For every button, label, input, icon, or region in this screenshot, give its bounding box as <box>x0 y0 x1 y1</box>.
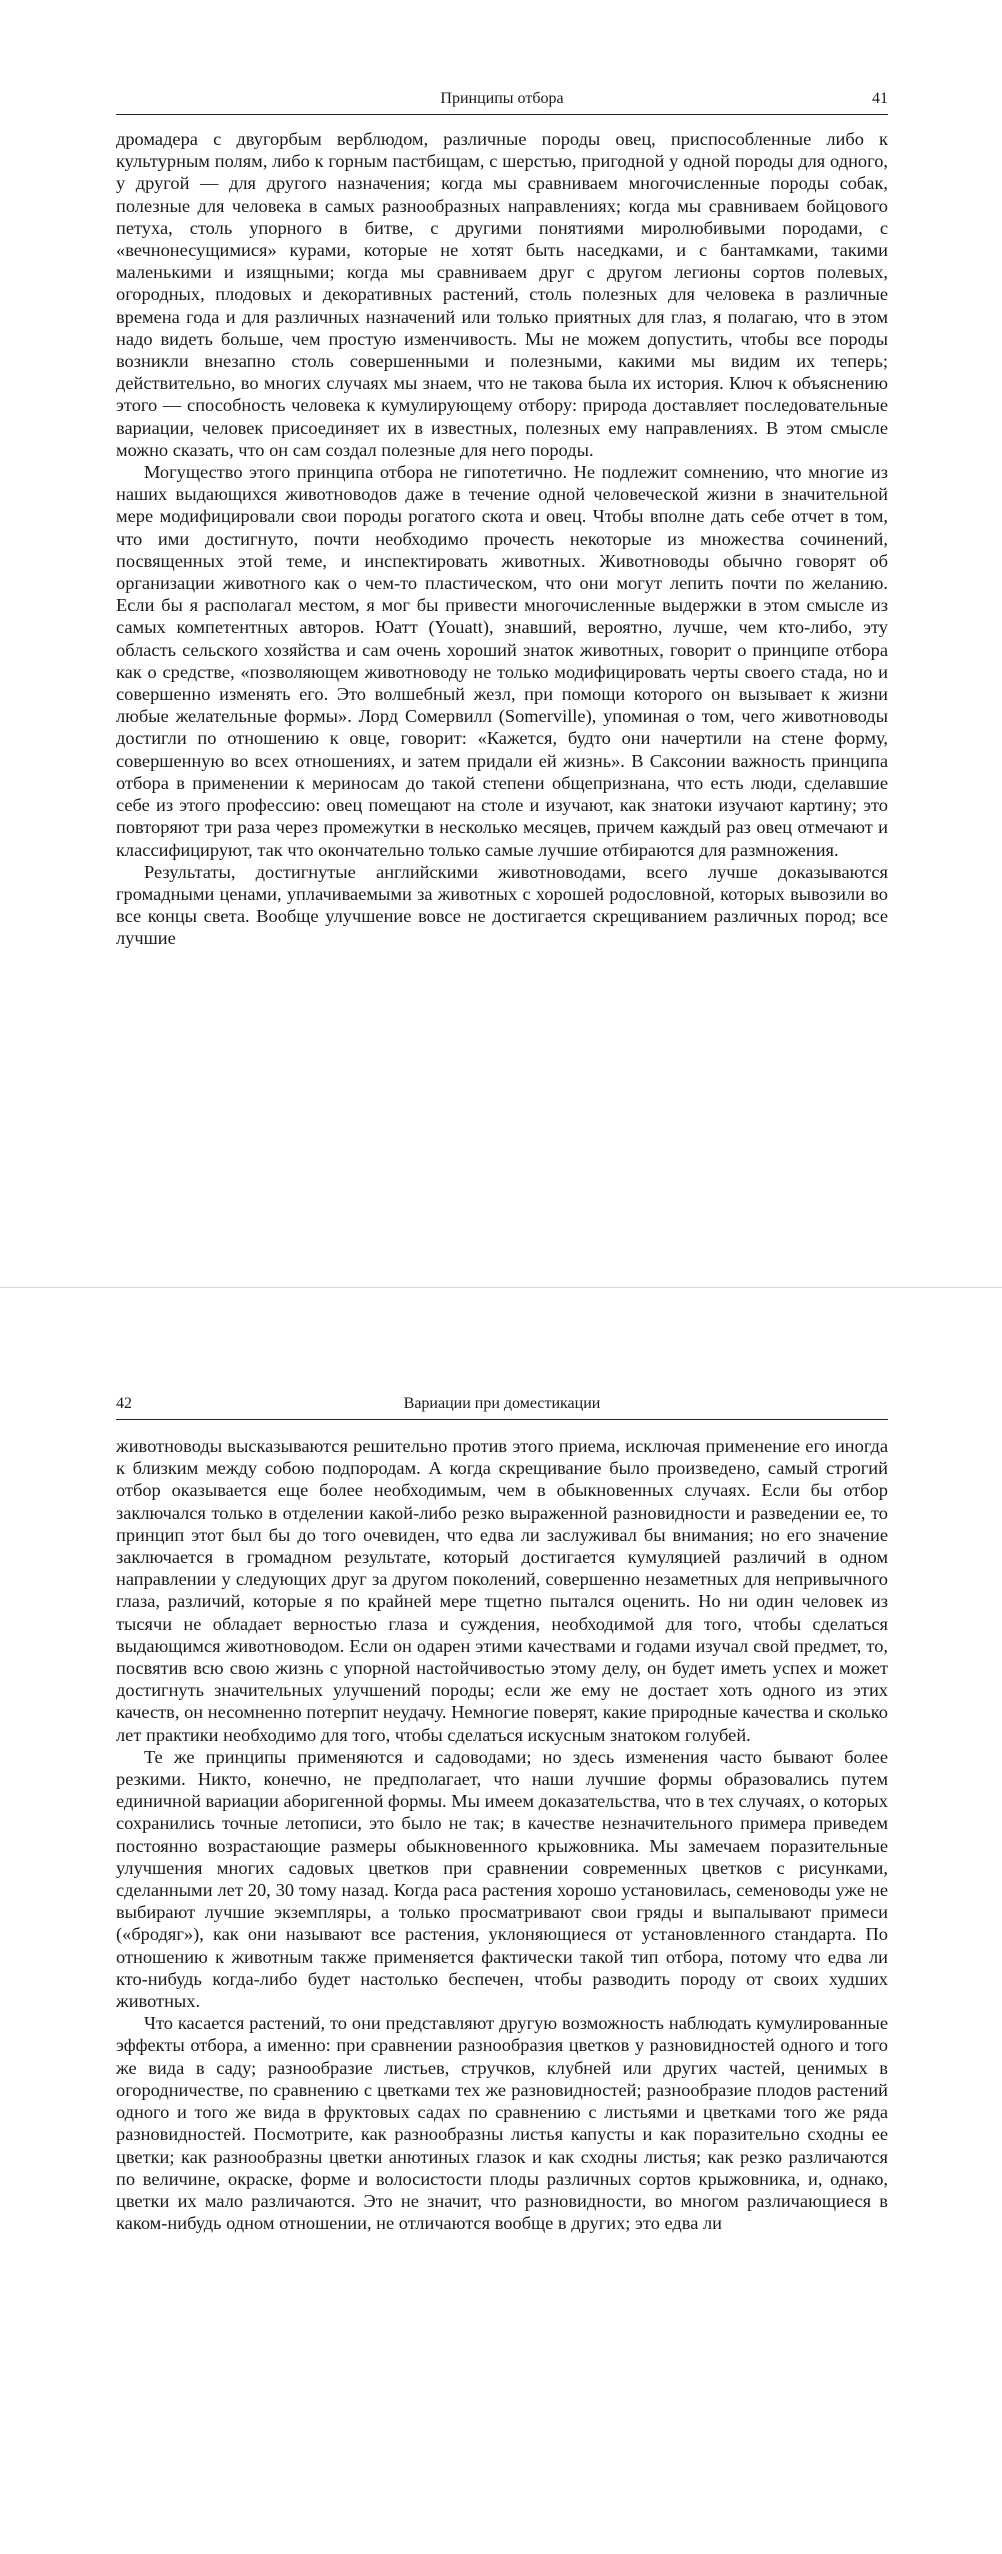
paragraph: Те же принципы применяются и садоводами; но здесь изменения часто бывают более резкими. Никто, конечно, не предполагает, что наши лучшие формы образовались путем единичной вариации аборигенной формы. Мы имеем доказательства, что в тех случаях, о которых сохранились точные летописи, это было не так; в качестве незначительного примера приведем постоянно возрастающие размеры обыкновенного крыжовника. Мы замечаем поразительные улучшения многих садовых цветков при сравнении современных цветков с рисунками, сделанными лет 20, 30 тому назад. Когда раса растения хорошо установилась, семеноводы уже не выбирают лучшие экземпляры, а только просматривают свои гряды и выпалывают примеси («бродяг»), как они называют все растения, уклоняющиеся от установленного стандарта. По отношению к животным также применяется фактически такой тип отбора, потому что едва ли кто-нибудь когда-либо будет настолько беспечен, чтобы разводить породу от своих худших животных. <box>116 1746 888 2012</box>
page-number: 41 <box>872 90 888 107</box>
running-title: Принципы отбора <box>440 90 564 107</box>
page-number: 42 <box>116 1395 132 1412</box>
body-text <box>116 128 888 950</box>
paragraph: Что касается растений, то они представляют другую возможность наблюдать кумулированные эффекты отбора, а именно: при сравнении разнообразия цветков у разновидностей одного и того же вида в саду; разнообразие листьев, стручков, клубней или других частей, ценимых в огородничестве, по сравнению с цветками тех же разновидностей; разнообразие плодов растений одного и того же вида в фруктовых садах по сравнению с листьями и цветками того же ряда разновидностей. Посмотрите, как разнообразны листья капусты и как поразительно сходны ее цветки; как разнообразны цветки анютиных глазок и как сходны листья; как резко различаются по величине, окраске, форме и волосистости плоды различных сортов крыжовника, и, однако, цветки их мало различаются. Это не значит, что разновидности, во многом различающиеся в каком-нибудь одном отношении, не отличаются вообще в других; это едва ли <box>116 2013 888 2234</box>
paragraph: Результаты, достигнутые английскими животноводами, всего лучше доказываются громадными ценами, уплачиваемыми за животных с хорошей родословной, которых вывозили во все концы света. Вообще улучшение вовсе не достигается скрещиванием различных пород; все лучшие <box>116 861 888 949</box>
paragraph: дромадера с двугорбым верблюдом, различные породы овец, приспособленные либо к культурным полям, либо к горным пастбищам, с шерстью, пригодной у одной породы для одного, у другой — для другого назначения; когда мы сравниваем многочисленные породы собак, полезные для человека в самых разнообразных направлениях; когда мы сравниваем бойцового петуха, столь упорного в битве, с другими понятиями миролюбивыми породами, с «вечнонесущимися» курами, которые не хотят быть наседками, и с бантамками, такими маленькими и изящными; когда мы сравниваем друг с другом легионы сортов полевых, огородных, плодовых и декоративных растений, столь полезных для человека в различные времена года и для различных назначений или только приятных для глаз, я полагаю, что в этом надо видеть больше, чем простую изменчивость. Мы не можем допустить, чтобы все породы возникли внезапно столь совершенными и полезными, какими мы видим их теперь; действительно, во многих случаях мы знаем, что не такова была их история. Ключ к объяснению этого — способность человека к кумулирующему отбору: природа доставляет последовательные вариации, человек присоединяет их в известных, полезных ему направлениях. В этом смысле можно сказать, что он сам создал полезные для него породы. <box>116 129 888 460</box>
page-divider <box>0 1287 1002 1288</box>
page-42 <box>0 1295 1002 2554</box>
running-title: Вариации при доместикации <box>403 1395 601 1412</box>
paragraph: животноводы высказываются решительно против этого приема, исключая применение его иногда к близким между собою подпородам. А когда скрещивание было произведено, самый строгий отбор оказывается еще более необходимым, чем в обыкновенных случаях. Если бы отбор заключался только в отделении какой-либо резко выраженной разновидности и разведении ее, то принцип этот был бы до того очевиден, что едва ли заслуживал бы внимания; но его значение заключается в громадном результате, который достигается кумуляцией различий в одном направлении у следующих друг за другом поколений, совершенно незаметных для непривычного глаза, различий, которые я по крайней мере тщетно пытался оценить. Но ни один человек из тысячи не обладает верностью глаза и суждения, необходимой для того, чтобы сделаться выдающимся животноводом. Если он одарен этими качествами и годами изучал свой предмет, то, посвятив всю свою жизнь с упорной настойчивостью этому делу, он будет иметь успех и может достигнуть значительных улучшений породы; если же ему не достает хоть одного из этих качеств, он несомненно потерпит неудачу. Немногие поверят, какие природные качества и сколько лет практики необходимо для того, чтобы сделаться искусным знатоком голубей. <box>116 1436 888 1745</box>
running-head <box>116 1393 888 1420</box>
body-text <box>116 1435 888 2234</box>
paragraph: Могущество этого принципа отбора не гипотетично. Не подлежит сомнению, что многие из наших выдающихся животноводов даже в течение одной человеческой жизни в значительной мере модифицировали свои породы рогатого скота и овец. Чтобы вполне дать себе отчет в том, что ими достигнуто, почти необходимо прочесть некоторые из множества сочинений, посвященных этой теме, и инспектировать животных. Животноводы обычно говорят об организации животного как о чем-то пластическом, что они могут лепить почти по желанию. Если бы я располагал местом, я мог бы привести многочисленные выдержки в этом смысле из самых компетентных авторов. Юатт (Youatt), знавший, вероятно, лучше, чем кто-либо, эту область сельского хозяйства и сам очень хороший знаток животных, говорит о принципе отбора как о средстве, «позволяющем животноводу не только модифицировать черты своего стада, но и совершенно изменять его. Это волшебный жезл, при помощи которого он вызывает к жизни любые желательные формы». Лорд Сомервилл (Somerville), упоминая о том, чего животноводы достигли по отношению к овце, говорит: «Кажется, будто они начертили на стене форму, совершенную во всех отношениях, и затем придали ей жизнь». В Саксонии важность принципа отбора в применении к мериносам до такой степени общепризнана, что есть люди, сделавшие себе из этого профессию: овец помещают на столе и изучают, как знатоки изучают картину; это повторяют три раза через промежутки в несколько месяцев, причем каждый раз овец отмечают и классифицируют, так что окончательно только самые лучшие отбираются для размножения. <box>116 462 888 860</box>
running-head <box>116 88 888 115</box>
